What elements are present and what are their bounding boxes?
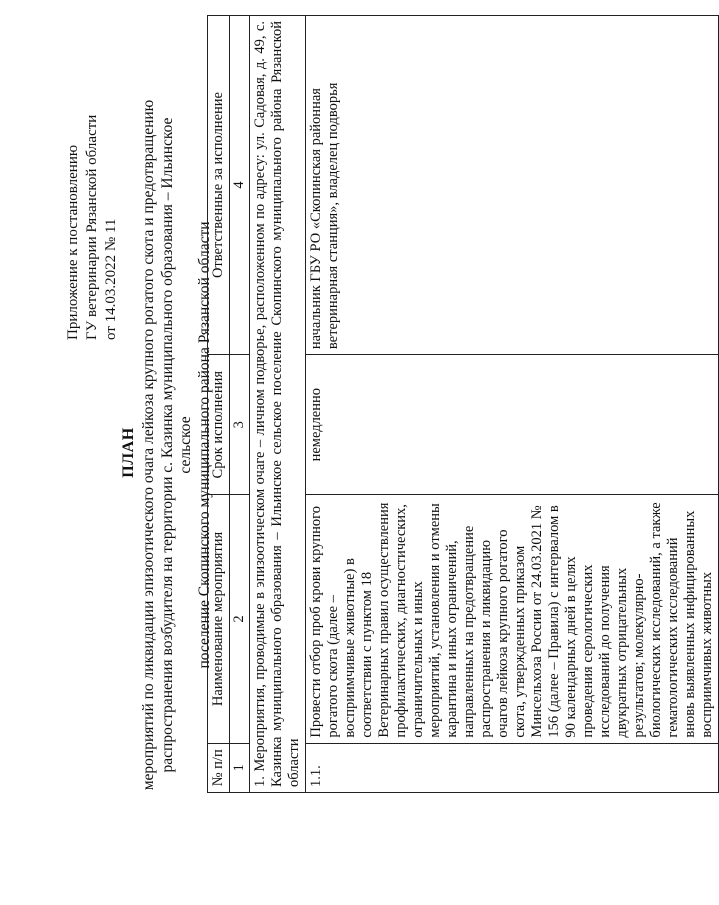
document-subtitle	[140, 95, 214, 795]
table-row	[306, 16, 719, 793]
document-title: ПЛАН	[120, 427, 137, 478]
row-activity-text: Провести отбор проб крови крупного рогатого скота (далее – восприимчивые животные) в соответствии с пунктом 18 Ветеринарных правил осуществления профилактических, диагностических, ограничительных и иных мероприятий, установления и отмены карантина и иных ограничений, направленных на предотвращение распространения и ликвидацию очагов лейкоза крупного рогатого скота, утвержденных приказом Минсельхоза России от 24.03.2021 № 156 (далее – Правила) с интервалом в 90 календарных дней в целях проведения серологических исследований до получения двукратных отрицательных результатов; молекулярно-биологических исследований, а также гематологических исследований вновь выявленных инфицированных восприимчивых животных	[306, 495, 719, 743]
col-num-2: 2	[230, 495, 250, 743]
column-number-row	[230, 16, 250, 793]
header-activity: Наименование мероприятия	[208, 495, 230, 743]
subtitle-line-2: распространения возбудителя на территории с. Казинка муниципального образования – Ильинское сельское	[158, 117, 194, 773]
row-term: немедленно	[306, 355, 719, 495]
section-1-text: 1. Мероприятия, проводимые в эпизоотическом очаге – личном подворье, расположенном по адресу: ул. Садовая, д. 49, с. Казинка муниципального образования – Ильинское сельское поселение Скопинского муниципального района Рязанской области	[250, 16, 306, 793]
col-num-3: 3	[230, 355, 250, 495]
table-header-row	[208, 16, 230, 793]
appendix-line-1: Приложение к постановлению	[65, 144, 81, 340]
row-responsible: начальник ГБУ РО «Скопинская районная ветеринарная станция», владелец подворья	[306, 16, 719, 355]
header-term: Срок исполнения	[208, 355, 230, 495]
row-number: 1.1.	[306, 743, 719, 792]
section-row	[250, 16, 306, 793]
header-responsible: Ответственные за исполнение	[208, 16, 230, 355]
appendix-line-3: от 14.03.2022 № 11	[103, 218, 119, 340]
col-num-1: 1	[230, 743, 250, 792]
header-number: № п/п	[208, 743, 230, 792]
appendix-note	[64, 40, 121, 340]
subtitle-line-3: поселение Скопинского муниципального района Рязанской области	[195, 221, 213, 669]
appendix-line-2: ГУ ветеринарии Рязанской области	[84, 114, 100, 340]
subtitle-line-1: мероприятий по ликвидации эпизоотического очага лейкоза крупного рогатого скота и предотвращению	[140, 99, 157, 791]
col-num-4: 4	[230, 16, 250, 355]
plan-table	[207, 15, 719, 793]
